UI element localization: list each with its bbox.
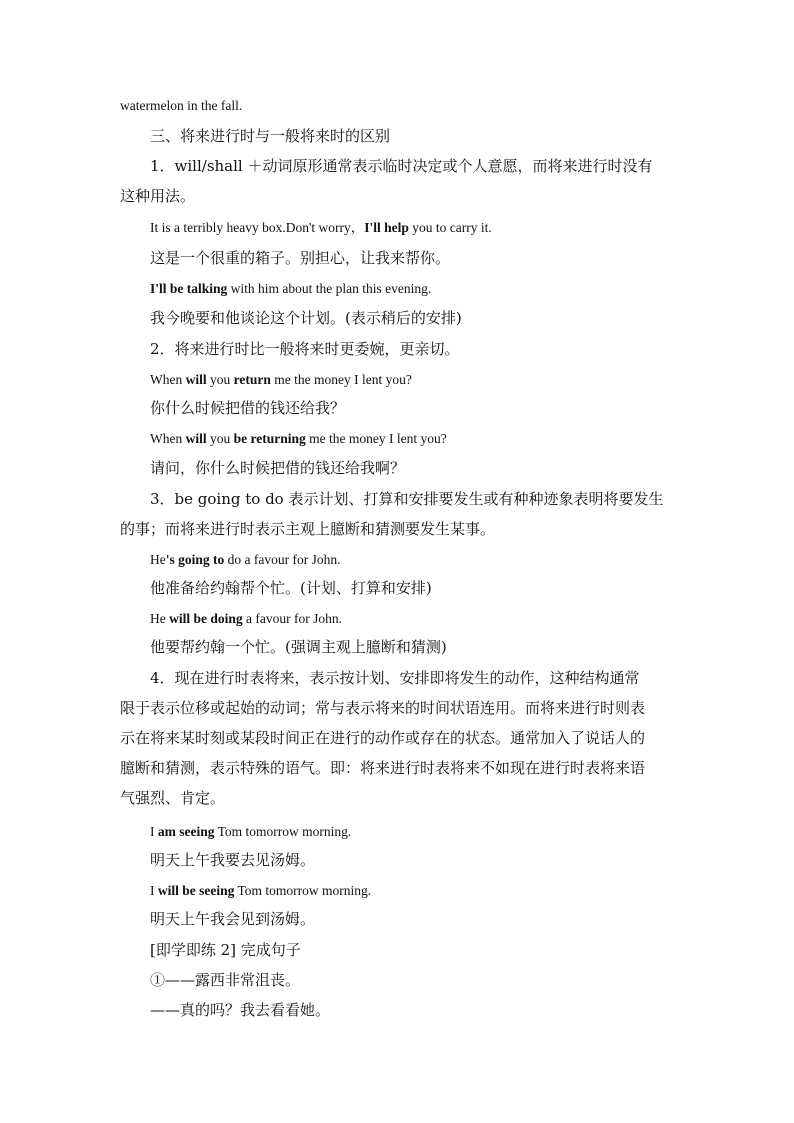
section-heading: 三、将来进行时与一般将来时的区别 [150,127,391,145]
text-line: 限于表示位移或起始的动词；常与表示将来的时间状语连用。而将来进行时则表 [120,699,646,717]
translation: 明天上午我会见到汤姆。 [150,910,316,928]
translation: 他要帮约翰一个忙。(强调主观上臆断和猜测) [150,638,447,656]
translation: 这是一个很重的箱子。别担心，让我来帮你。 [150,249,451,267]
text-line: 臆断和猜测，表示特殊的语气。即：将来进行时表将来不如现在进行时表将来语 [120,759,646,777]
text-line: 气强烈、肯定。 [120,789,226,807]
example-sentence: I am seeing Tom tomorrow morning. [150,824,352,839]
example-sentence: I will be seeing Tom tomorrow morning. [150,883,372,898]
text-line: 2．将来进行时比一般将来时更委婉，更亲切。 [150,340,460,358]
translation: 他准备给约翰帮个忙。(计划、打算和安排) [150,579,432,597]
text-line: watermelon in the fall. [120,98,243,113]
text-line: 3．be going to do 表示计划、打算和安排要发生或有种种迹象表明将要发生 [150,490,664,508]
example-sentence: I'll be talking with him about the plan this evening. [150,281,432,296]
text-line: 这种用法。 [120,187,196,205]
exercise-heading: [即学即练 2] 完成句子 [150,941,301,959]
example-sentence: He's going to do a favour for John. [150,552,341,567]
exercise-item: ——真的吗？我去看看她。 [150,1001,331,1019]
text-line: 的事；而将来进行时表示主观上臆断和猜测要发生某事。 [120,520,496,538]
translation: 我今晚要和他谈论这个计划。(表示稍后的安排) [150,309,462,327]
translation: 请问，你什么时候把借的钱还给我啊？ [150,459,406,477]
example-sentence: When will you return me the money I lent you? [150,372,412,387]
text-line: 4．现在进行时表将来，表示按计划、安排即将发生的动作，这种结构通常 [150,669,640,687]
example-sentence: It is a terribly heavy box.Don't worry，I'll help you to carry it. [150,220,492,235]
text-line: 示在将来某时刻或某段时间正在进行的动作或存在的状态。通常加入了说话人的 [120,729,646,747]
text-line: 1．will/shall ＋动词原形通常表示临时决定或个人意愿，而将来进行时没有 [150,157,653,175]
translation: 你什么时候把借的钱还给我？ [150,399,346,417]
translation: 明天上午我要去见汤姆。 [150,851,316,869]
example-sentence: He will be doing a favour for John. [150,611,343,626]
exercise-item: ①——露西非常沮丧。 [150,971,301,989]
example-sentence: When will you be returning me the money I lent you? [150,431,447,446]
